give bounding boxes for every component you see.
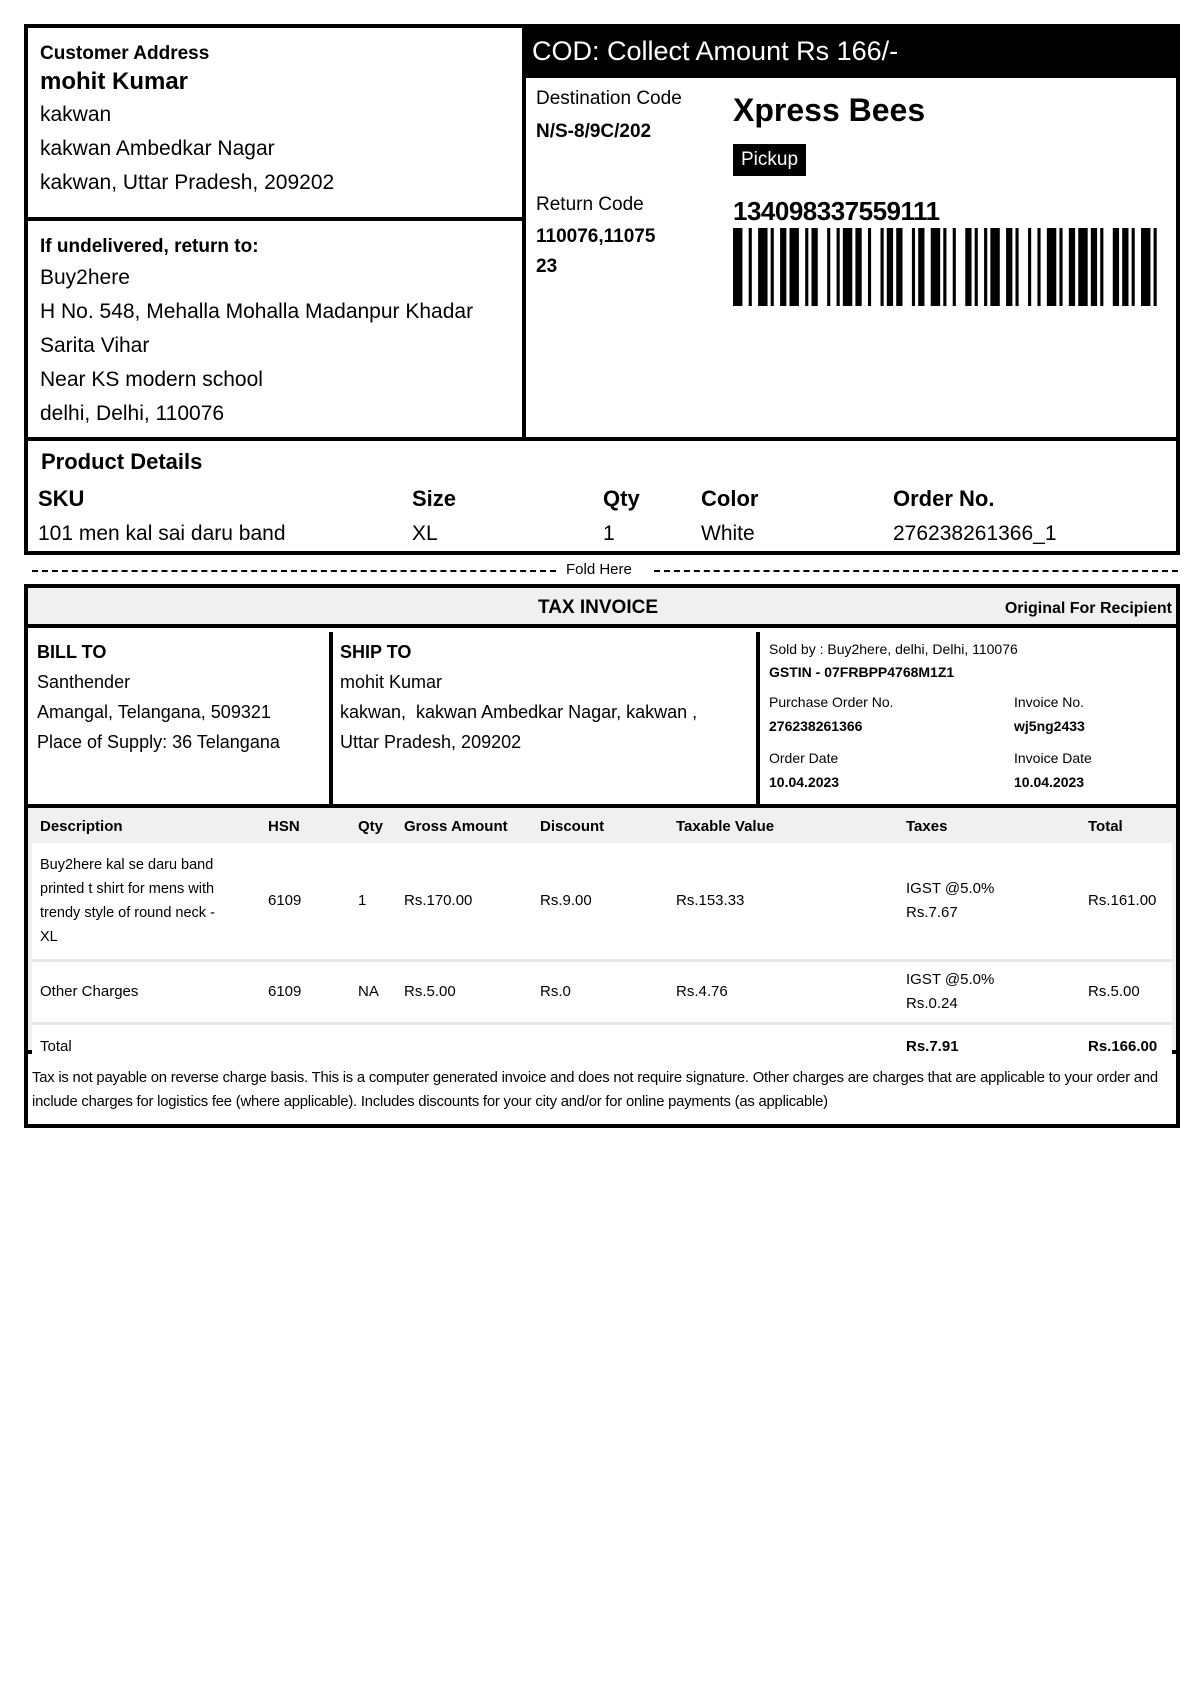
items-table-wrap bbox=[28, 804, 1176, 1054]
item-qty: 1 bbox=[350, 843, 396, 962]
ship-to-line: mohit Kumar bbox=[340, 672, 443, 692]
bill-to-line: Santhender bbox=[37, 672, 131, 692]
item-gross: Rs.5.00 bbox=[396, 962, 532, 1025]
item-taxable: Rs.153.33 bbox=[668, 843, 898, 962]
customer-name: mohit Kumar bbox=[40, 68, 189, 95]
destination-code-value: N/S-8/9C/202 bbox=[536, 121, 652, 142]
customer-address-line: kakwan bbox=[40, 103, 112, 126]
customer-address-heading: Customer Address bbox=[40, 43, 210, 64]
total-amount: Rs.166.00 bbox=[1088, 1038, 1158, 1055]
seller-gstin: GSTIN - 07FRBPP4768M1Z1 bbox=[769, 664, 955, 680]
fold-here-text: Fold Here bbox=[566, 561, 632, 578]
col-hsn: HSN bbox=[260, 808, 350, 843]
product-details-heading: Product Details bbox=[41, 449, 203, 474]
return-address-line: Buy2here bbox=[40, 266, 130, 289]
item-tax-amount: Rs.0.24 bbox=[906, 995, 958, 1012]
return-code-value: 110076,11075 bbox=[536, 226, 656, 247]
total-taxes: Rs.7.91 bbox=[906, 1038, 959, 1055]
col-gross-amount: Gross Amount bbox=[396, 808, 532, 843]
product-order-no: 276238261366_1 bbox=[893, 522, 1057, 545]
invoice-title: TAX INVOICE bbox=[538, 597, 658, 618]
bill-to-box bbox=[28, 632, 333, 804]
item-hsn: 6109 bbox=[260, 962, 350, 1025]
product-qty: 1 bbox=[603, 522, 615, 545]
item-description-line: Buy2here kal se daru band bbox=[40, 857, 214, 873]
product-col-size: Size bbox=[412, 486, 457, 511]
item-description-line: printed t shirt for mens with bbox=[40, 881, 215, 897]
col-taxes: Taxes bbox=[898, 808, 1080, 843]
return-address-box bbox=[24, 217, 526, 441]
order-date-label: Order Date bbox=[769, 750, 839, 766]
col-discount: Discount bbox=[532, 808, 668, 843]
bill-to-heading: BILL TO bbox=[37, 642, 107, 662]
ship-to-box bbox=[333, 632, 760, 804]
item-qty: NA bbox=[350, 962, 396, 1025]
product-size: XL bbox=[412, 522, 438, 545]
awb-number: 134098337559111 bbox=[733, 196, 940, 226]
barcode bbox=[733, 228, 1163, 306]
item-total: Rs.161.00 bbox=[1080, 843, 1172, 962]
item-taxable: Rs.4.76 bbox=[668, 962, 898, 1025]
product-color: White bbox=[701, 522, 755, 545]
item-taxes bbox=[898, 843, 1080, 962]
items-table bbox=[32, 808, 1172, 1069]
item-hsn: 6109 bbox=[260, 843, 350, 962]
return-address-line: Near KS modern school bbox=[40, 368, 263, 391]
bill-to-line: Place of Supply: 36 Telangana bbox=[37, 732, 280, 752]
sold-by: Sold by : Buy2here, delhi, Delhi, 110076 bbox=[769, 641, 1018, 657]
fold-line-left bbox=[32, 570, 556, 572]
item-description-line: trendy style of round neck - bbox=[40, 905, 215, 921]
invoice-date-value: 10.04.2023 bbox=[1014, 774, 1085, 790]
invoice-footer-note: Tax is not payable on reverse charge basis. This is a computer generated invoice and does not require signature. Other charges are charges that are applicable to your order and include charges for logistics fee (where applicable). Includes discounts for your city and/or for online payments (as applicable) bbox=[32, 1070, 1158, 1110]
destination-code-label: Destination Code bbox=[536, 88, 682, 109]
col-qty: Qty bbox=[350, 808, 396, 843]
product-col-qty: Qty bbox=[603, 486, 640, 511]
return-address-heading: If undelivered, return to: bbox=[40, 236, 259, 257]
bill-to-line: Amangal, Telangana, 509321 bbox=[37, 702, 271, 722]
cod-banner: COD: Collect Amount Rs 166/- bbox=[522, 24, 1180, 78]
customer-address-line: kakwan Ambedkar Nagar bbox=[40, 137, 275, 160]
purchase-order-value: 276238261366 bbox=[769, 718, 863, 734]
tax-invoice bbox=[24, 584, 1180, 1128]
item-tax-amount: Rs.7.67 bbox=[906, 904, 958, 921]
item-discount: Rs.9.00 bbox=[532, 843, 668, 962]
return-address-line: delhi, Delhi, 110076 bbox=[40, 402, 225, 425]
col-total: Total bbox=[1080, 808, 1172, 843]
items-header-row bbox=[32, 808, 1172, 843]
ship-to-heading: SHIP TO bbox=[340, 642, 412, 662]
return-address-line: H No. 548, Mehalla Mohalla Madanpur Khadar bbox=[40, 300, 474, 323]
invoice-date-label: Invoice Date bbox=[1014, 750, 1092, 766]
pickup-badge: Pickup bbox=[733, 144, 806, 176]
order-date-value: 10.04.2023 bbox=[769, 774, 840, 790]
return-code-value: 23 bbox=[536, 256, 558, 277]
col-taxable-value: Taxable Value bbox=[668, 808, 898, 843]
return-code-label: Return Code bbox=[536, 194, 644, 215]
invoice-no-value: wj5ng2433 bbox=[1014, 718, 1085, 734]
item-tax-rate: IGST @5.0% bbox=[906, 971, 995, 988]
purchase-order-label: Purchase Order No. bbox=[769, 694, 894, 710]
item-total: Rs.5.00 bbox=[1080, 962, 1172, 1025]
item-taxes bbox=[898, 962, 1080, 1025]
total-label: Total bbox=[40, 1038, 72, 1055]
item-description bbox=[32, 962, 260, 1025]
col-description: Description bbox=[32, 808, 260, 843]
product-col-order: Order No. bbox=[893, 486, 995, 511]
table-row bbox=[32, 962, 1172, 1025]
product-sku: 101 men kal sai daru band bbox=[38, 522, 286, 545]
ship-to-line: Uttar Pradesh, 209202 bbox=[340, 732, 522, 752]
item-description-line: Other Charges bbox=[40, 983, 139, 1000]
item-description bbox=[32, 843, 260, 962]
product-col-color: Color bbox=[701, 486, 759, 511]
return-address-line: Sarita Vihar bbox=[40, 334, 150, 357]
invoice-copy-label: Original For Recipient bbox=[1004, 600, 1172, 617]
item-tax-rate: IGST @5.0% bbox=[906, 880, 995, 897]
item-gross: Rs.170.00 bbox=[396, 843, 532, 962]
item-description-line: XL bbox=[40, 929, 58, 945]
ship-to-line: kakwan, kakwan Ambedkar Nagar, kakwan , bbox=[340, 702, 698, 722]
courier-name: Xpress Bees bbox=[733, 92, 926, 128]
fold-line-right bbox=[654, 570, 1178, 572]
table-row bbox=[32, 843, 1172, 962]
invoice-no-label: Invoice No. bbox=[1014, 694, 1085, 710]
item-discount: Rs.0 bbox=[532, 962, 668, 1025]
total-row bbox=[32, 1025, 1172, 1069]
customer-address-line: kakwan, Uttar Pradesh, 209202 bbox=[40, 171, 335, 194]
seller-info-box bbox=[760, 632, 1176, 804]
product-col-sku: SKU bbox=[38, 486, 85, 511]
customer-address-box bbox=[24, 24, 526, 221]
